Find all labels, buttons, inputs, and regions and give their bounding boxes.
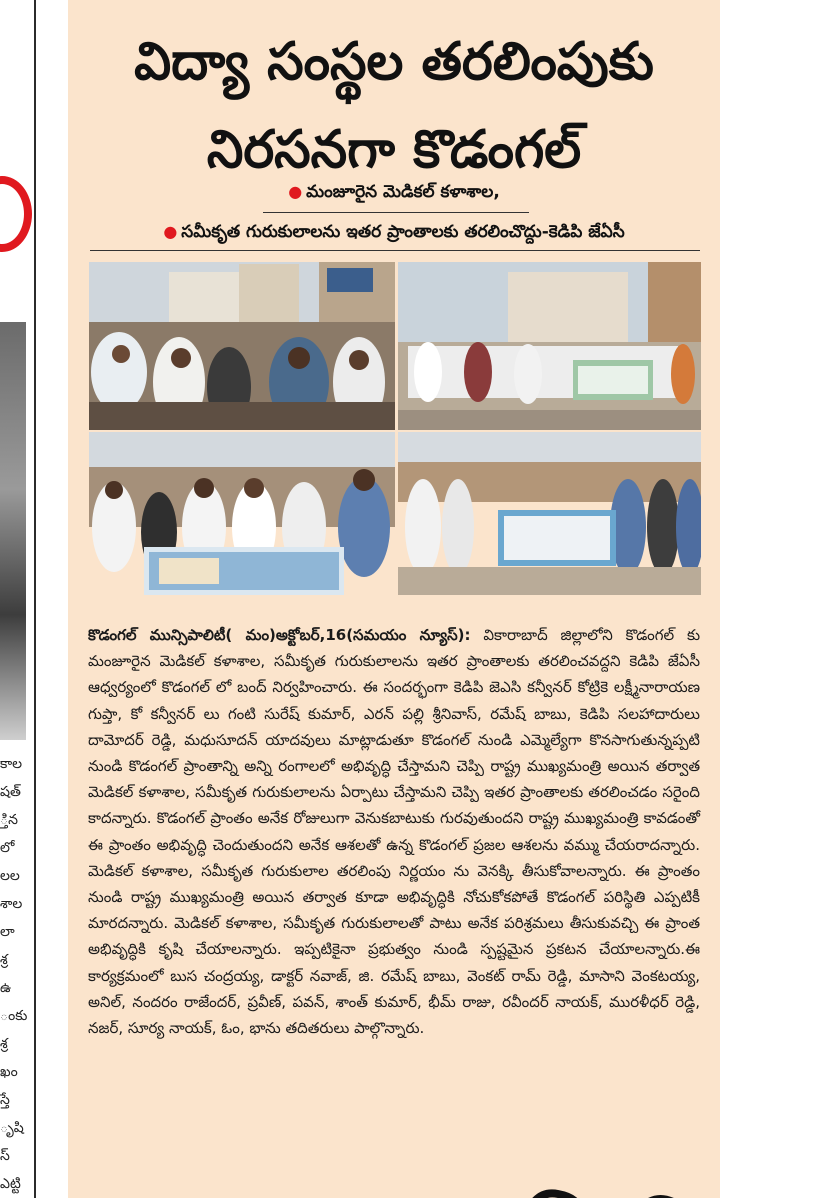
left-fragment: ఎట్టి bbox=[0, 1176, 21, 1192]
left-fragment: శ్ర bbox=[0, 952, 8, 968]
rally-photo-protest-line-with-banner bbox=[398, 432, 701, 595]
left-fragment: శాల bbox=[0, 896, 23, 912]
left-text-fragments bbox=[0, 750, 32, 1198]
rally-photo-group-with-banner bbox=[89, 432, 395, 595]
left-fragment: శ్ర bbox=[0, 1036, 8, 1052]
left-fragment: లో bbox=[0, 840, 15, 856]
subheading-underline bbox=[263, 212, 529, 213]
subheading-1 bbox=[68, 182, 720, 206]
left-fragment: షత్ bbox=[0, 784, 21, 800]
left-fragment: స్ bbox=[0, 1148, 10, 1164]
subheading-underline bbox=[90, 250, 700, 251]
left-fragment: ంకు bbox=[0, 1008, 28, 1024]
left-fragment: లల bbox=[0, 868, 20, 884]
bullet-dot-icon: ● bbox=[288, 182, 303, 201]
article-body-text: వికారాబాద్ జిల్లాలోని కొడంగల్ కు మంజూరైన మెడికల్ కళాశాల, సమీకృత గురుకులాలను ఇతర ప్రాంతాలకు తరలించవద్దని కెడిపి జేఏసీ ఆధ్వర్యంలో కొడంగల్ లో బంద్ నిర్వహించారు. ఈ సందర్భంగా కెడిపి జెఎసి కన్వీనర్ కోట్రికె లక్ష్మీనారాయణ గుప్తా, కో కన్వీనర్ లు గంటి సురేష్ కుమార్, ఎరన్ పల్లి శ్రీనివాస్, రమేష్ బాబు, కెడిపి సలహాదారులు దామోదర్ రెడ్డి, మధుసూదన్ యాదవులు మాట్లాడుతూ కొడంగల్ నుండి ఎమ్మెల్యేగా కొనసాగుతున్నప్పటి నుండి కొడంగల్ ప్రాంతాన్ని అన్ని రంగాలలో అభివృద్ధి చేస్తామని చెప్పి రాష్ట్ర ముఖ్యమంత్రి అయిన తర్వాత మెడికల్ కళాశాల, సమీకృత గురుకులాలను ఏర్పాటు చేస్తామని చెప్పి ఇతర ప్రాంతాలకు తరలించడం సరైంది కాదన్నారు. కొడంగల్ ప్రాంతం అనేక రోజులుగా వెనుకబాటుకు గురవుతుందని రాష్ట్ర ముఖ్యమంత్రి కావడంతో ఈ ప్రాంతం అభివృద్ధి చెందుతుందని అనేక ఆశలతో ఉన్న కొడంగల్ ప్రజల ఆశలను వమ్ము చేయరాదన్నారు. మెడికల్ కళాశాల, సమీకృత గురుకులాల తరలింపు నిర్ణయం ను వెనక్కి తీసుకోవాలన్నారు. ఈ ప్రాంతం నుండి రాష్ట్ర ముఖ్యమంత్రి అయిన తర్వాత కూడా అభివృద్ధికి నోచుకోకపోతే కొడంగల్ పరిస్థితి ఎప్పటికీ మారదన్నారు. మెడికల్ కళాశాల, సమీకృత గురుకులాలతో పాటు అనేక పరిశ్రమలు తీసుకువచ్చి ఈ ప్రాంత అభివృద్ధికి కృషి చేయాలన్నారు. ఇప్పటికైనా ప్రభుత్వం నుండి స్పష్టమైన ప్రకటన చేయాలన్నారు.ఈ కార్యక్రమంలో బుస చంద్రయ్య, డాక్టర్ నవాజ్, జి. రమేష్ బాబు, వెంకట్ రామ్ రెడ్డి, మాసాని వెంకటయ్య, అనిల్, నందరం రాజేందర్, ప్రవీణ్, పవన్, శాంత్ కుమార్, భీమ్ రాజు, రవీందర్ నాయక్, మురళీధర్ రెడ్డి, నజర్, సూర్య నాయక్, ఓం, భాను తదితరులు పాల్గొన్నారు. bbox=[88, 626, 701, 1038]
left-fragment: లా bbox=[0, 924, 15, 940]
rally-photo-march-with-banner bbox=[398, 262, 701, 430]
bullet-dot-icon: ● bbox=[163, 222, 178, 241]
left-cropped-photo bbox=[0, 322, 26, 740]
left-neighbor-column bbox=[0, 0, 36, 1198]
news-article bbox=[68, 0, 720, 1198]
column-divider bbox=[34, 0, 36, 1198]
red-circle-logo bbox=[0, 176, 32, 252]
left-fragment: కాల bbox=[0, 756, 23, 772]
article-body bbox=[88, 622, 700, 1041]
article-dateline: కొడంగల్ మున్సిపాలిటీ( మం)అక్టోబర్,16(సమయం న్యూస్): bbox=[88, 626, 471, 644]
rally-photo-street-crowd bbox=[89, 262, 395, 430]
left-fragment: ఉ bbox=[0, 980, 12, 996]
left-fragment: ్తిన bbox=[0, 812, 18, 828]
left-fragment: ృషి bbox=[0, 1120, 24, 1136]
subheading-2 bbox=[68, 222, 720, 246]
subheading-1-text: మంజూరైన మెడికల్ కళాశాల, bbox=[306, 182, 500, 202]
headline-line-2: నిరసనగా కొడంగల్ bbox=[206, 120, 582, 180]
subheading-2-text: సమీకృత గురుకులాలను ఇతర ప్రాంతాలకు తరలించొద్దు-కెడిపి జేఏసీ bbox=[181, 222, 625, 242]
next-article-headline-top bbox=[208, 1172, 708, 1198]
left-fragment: స్తే bbox=[0, 1092, 10, 1108]
right-margin bbox=[720, 0, 813, 1198]
headline-line-1: విద్యా సంస్థల తరలింపుకు bbox=[134, 32, 654, 92]
left-fragment: ఖం bbox=[0, 1064, 18, 1080]
article-headline bbox=[68, 18, 720, 194]
